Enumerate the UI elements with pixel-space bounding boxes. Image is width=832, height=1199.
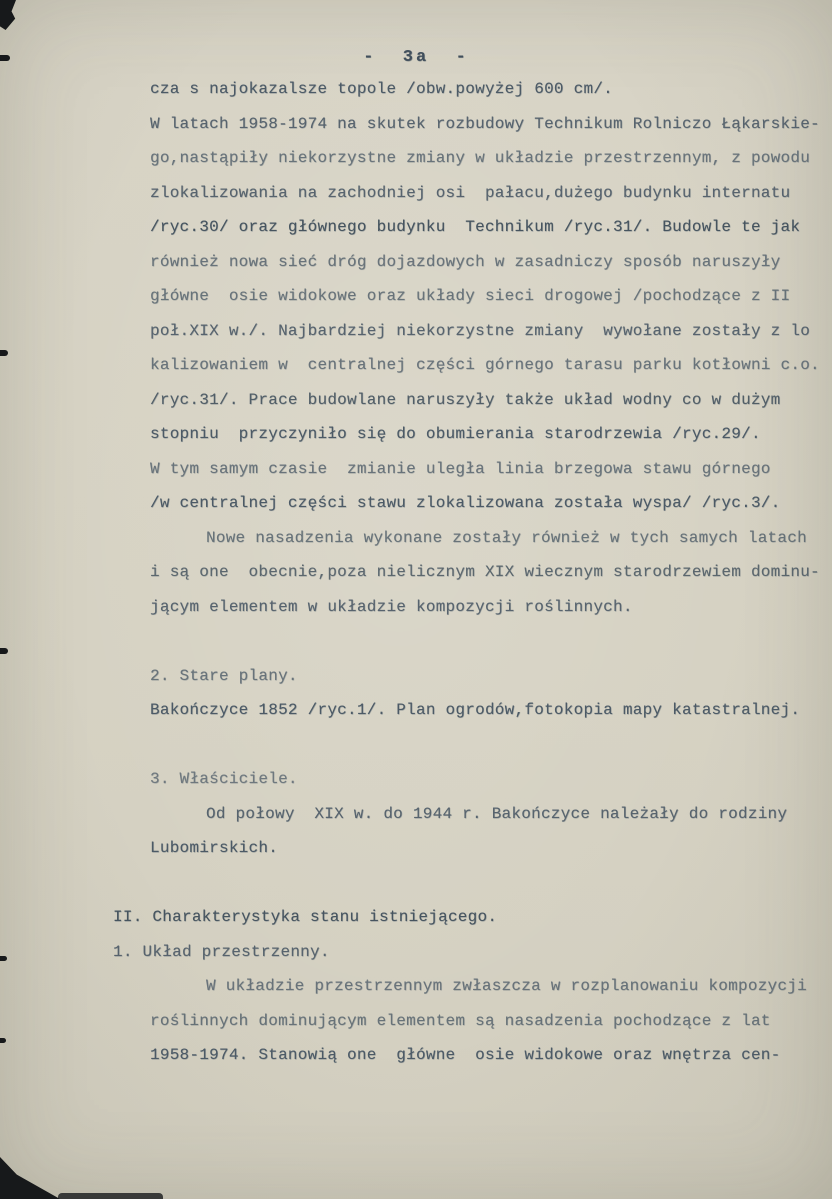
text-line: cza s najokazalsze topole /obw.powyżej 600 cm/. [150,80,614,98]
text-line: 3. Właściciele. [150,770,298,788]
text-line: 1. Układ przestrzenny. [113,942,330,961]
scan-mark-bottom-left-corner [0,1157,60,1199]
blank-line [150,624,832,659]
scan-mark-bottom-edge [58,1193,163,1199]
blank-line [150,728,832,763]
text-line: poł.XIX w./. Najbardziej niekorzystne zmiany wywołane zostały z lo [150,321,811,340]
text-line: 2. Stare plany. [150,666,298,685]
text-line: również nowa sieć dróg dojazdowych w zasadniczy sposób naruszyły [150,252,781,271]
text-line: zlokalizowania na zachodniej osi pałacu,dużego budynku internatu [150,183,791,202]
scan-mark-left-edge-3 [0,648,8,654]
text-line: /ryc.30/ oraz głównego budynku Technikum /ryc.31/. Budowle te jak [150,218,801,236]
text-line: W tym samym czasie zmianie uległa linia brzegowa stawu górnego [150,459,771,478]
scan-mark-left-edge-4 [0,956,7,961]
text-line: 1958-1974. Stanowią one główne osie widokowe oraz wnętrza cen- [150,1046,781,1064]
blank-line [150,866,832,901]
text-line: stopniu przyczyniło się do obumierania starodrzewia /ryc.29/. [150,425,761,443]
text-line: W układzie przestrzennym zwłaszcza w rozplanowaniu kompozycji [206,977,807,995]
text-line: Lubomirskich. [150,839,279,857]
text-line: go,nastąpiły niekorzystne zmiany w układzie przestrzennym, z powodu [150,149,811,167]
text-line: Bakończyce 1852 /ryc.1/. Plan ogrodów,fotokopia mapy katastralnej. [150,701,801,719]
text-line: II. Charakterystyka stanu istniejącego. [113,908,498,926]
text-line: W latach 1958-1974 na skutek rozbudowy Technikum Rolniczo Łąkarskie- [150,114,820,133]
text-line: i są one obecnie,poza nielicznym XIX wiecznym starodrzewiem dominu- [150,563,820,581]
text-line: Nowe nasadzenia wykonane zostały również w tych samych latach [206,528,807,547]
text-line: jącym elementem w układzie kompozycji roślinnych. [150,597,633,616]
scan-mark-left-edge-5 [0,1038,6,1043]
text-line: /w centralnej części stawu zlokalizowana została wyspa/ /ryc.3/. [150,494,781,512]
scan-mark-top-left-corner [0,0,16,30]
page-number: - 3a - [363,48,469,67]
text-line: kalizowaniem w centralnej części górnego tarasu parku kotłowni c.o. [150,356,820,374]
text-line: główne osie widokowe oraz układy sieci drogowej /pochodzące z II [150,287,791,305]
text-line: Od połowy XIX w. do 1944 r. Bakończyce należały do rodziny [206,804,788,823]
scan-mark-left-edge-2 [0,350,8,356]
text-line: /ryc.31/. Prace budowlane naruszyły także układ wodny co w dużym [150,390,781,409]
document-body [113,72,832,1073]
text-line: roślinnych dominującym elementem są nasadzenia pochodzące z lat [150,1011,771,1030]
